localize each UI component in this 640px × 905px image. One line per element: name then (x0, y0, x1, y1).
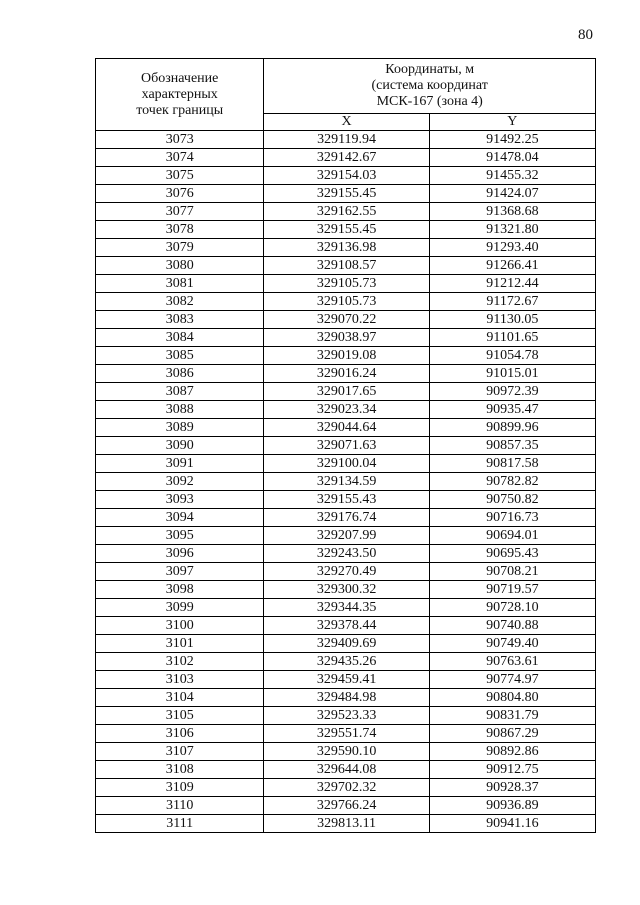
table-row (96, 383, 596, 401)
x-coordinate-cell: 329344.35 (264, 599, 429, 617)
point-id-cell: 3084 (96, 329, 264, 347)
y-coordinate-cell: 90763.61 (429, 653, 595, 671)
table-row (96, 167, 596, 185)
point-id-cell: 3077 (96, 203, 264, 221)
x-column-header: X (264, 114, 429, 131)
x-coordinate-cell: 329243.50 (264, 545, 429, 563)
table-row (96, 419, 596, 437)
point-id-cell: 3091 (96, 455, 264, 473)
table-row (96, 743, 596, 761)
point-id-cell: 3082 (96, 293, 264, 311)
x-coordinate-cell: 329071.63 (264, 437, 429, 455)
y-coordinate-cell: 90708.21 (429, 563, 595, 581)
table-row (96, 563, 596, 581)
x-coordinate-cell: 329207.99 (264, 527, 429, 545)
point-id-cell: 3098 (96, 581, 264, 599)
point-id-cell: 3095 (96, 527, 264, 545)
x-coordinate-cell: 329070.22 (264, 311, 429, 329)
x-coordinate-cell: 329019.08 (264, 347, 429, 365)
point-id-cell: 3111 (96, 815, 264, 833)
y-coordinate-cell: 90804.80 (429, 689, 595, 707)
table-row (96, 257, 596, 275)
table-row (96, 455, 596, 473)
point-id-cell: 3081 (96, 275, 264, 293)
point-id-cell: 3085 (96, 347, 264, 365)
table-row (96, 203, 596, 221)
point-id-cell: 3109 (96, 779, 264, 797)
coords-header-line: МСК-167 (зона 4) (376, 94, 483, 109)
y-coordinate-cell: 91368.68 (429, 203, 595, 221)
y-coordinate-cell: 91455.32 (429, 167, 595, 185)
point-id-cell: 3108 (96, 761, 264, 779)
page-number: 80 (578, 27, 593, 43)
point-designation-header (96, 59, 264, 131)
y-coordinate-cell: 90750.82 (429, 491, 595, 509)
x-coordinate-cell: 329813.11 (264, 815, 429, 833)
x-coordinate-cell: 329154.03 (264, 167, 429, 185)
table-row (96, 599, 596, 617)
table-row (96, 527, 596, 545)
y-column-header: Y (429, 114, 595, 131)
x-coordinate-cell: 329108.57 (264, 257, 429, 275)
y-coordinate-cell: 91492.25 (429, 131, 595, 149)
point-id-cell: 3088 (96, 401, 264, 419)
table-row (96, 815, 596, 833)
x-coordinate-cell: 329023.34 (264, 401, 429, 419)
y-coordinate-cell: 91478.04 (429, 149, 595, 167)
table-row (96, 149, 596, 167)
table-row (96, 239, 596, 257)
table-row (96, 509, 596, 527)
x-coordinate-cell: 329409.69 (264, 635, 429, 653)
table-body (96, 131, 596, 833)
table-row (96, 401, 596, 419)
point-id-cell: 3090 (96, 437, 264, 455)
table-row (96, 725, 596, 743)
x-coordinate-cell: 329044.64 (264, 419, 429, 437)
y-coordinate-cell: 90972.39 (429, 383, 595, 401)
y-coordinate-cell: 90728.10 (429, 599, 595, 617)
x-coordinate-cell: 329766.24 (264, 797, 429, 815)
y-coordinate-cell: 90857.35 (429, 437, 595, 455)
point-header-line: характерных (141, 86, 218, 102)
table-row (96, 761, 596, 779)
x-coordinate-cell: 329105.73 (264, 275, 429, 293)
x-coordinate-cell: 329523.33 (264, 707, 429, 725)
table-row (96, 635, 596, 653)
point-id-cell: 3110 (96, 797, 264, 815)
y-coordinate-cell: 90867.29 (429, 725, 595, 743)
table-row (96, 293, 596, 311)
table-row (96, 491, 596, 509)
point-id-cell: 3105 (96, 707, 264, 725)
point-id-cell: 3093 (96, 491, 264, 509)
y-coordinate-cell: 91054.78 (429, 347, 595, 365)
point-id-cell: 3102 (96, 653, 264, 671)
point-id-cell: 3074 (96, 149, 264, 167)
table-row (96, 707, 596, 725)
x-coordinate-cell: 329590.10 (264, 743, 429, 761)
coordinates-table (95, 58, 596, 833)
table-row (96, 275, 596, 293)
x-coordinate-cell: 329702.32 (264, 779, 429, 797)
point-id-cell: 3078 (96, 221, 264, 239)
x-coordinate-cell: 329270.49 (264, 563, 429, 581)
x-coordinate-cell: 329155.43 (264, 491, 429, 509)
table-row (96, 797, 596, 815)
x-coordinate-cell: 329100.04 (264, 455, 429, 473)
x-coordinate-cell: 329105.73 (264, 293, 429, 311)
coordinates-header (264, 59, 596, 114)
y-coordinate-cell: 90719.57 (429, 581, 595, 599)
y-coordinate-cell: 91101.65 (429, 329, 595, 347)
table-row (96, 185, 596, 203)
y-coordinate-cell: 91212.44 (429, 275, 595, 293)
table-row (96, 779, 596, 797)
x-coordinate-cell: 329162.55 (264, 203, 429, 221)
y-coordinate-cell: 91266.41 (429, 257, 595, 275)
x-coordinate-cell: 329119.94 (264, 131, 429, 149)
point-id-cell: 3104 (96, 689, 264, 707)
y-coordinate-cell: 90694.01 (429, 527, 595, 545)
y-coordinate-cell: 90695.43 (429, 545, 595, 563)
table-row (96, 545, 596, 563)
x-coordinate-cell: 329155.45 (264, 221, 429, 239)
table-row (96, 689, 596, 707)
x-coordinate-cell: 329142.67 (264, 149, 429, 167)
coords-header-line: Координаты, м (385, 62, 475, 77)
y-coordinate-cell: 90817.58 (429, 455, 595, 473)
y-coordinate-cell: 90782.82 (429, 473, 595, 491)
y-coordinate-cell: 90935.47 (429, 401, 595, 419)
y-coordinate-cell: 91172.67 (429, 293, 595, 311)
x-coordinate-cell: 329551.74 (264, 725, 429, 743)
y-coordinate-cell: 91293.40 (429, 239, 595, 257)
y-coordinate-cell: 90899.96 (429, 419, 595, 437)
x-coordinate-cell: 329378.44 (264, 617, 429, 635)
point-id-cell: 3073 (96, 131, 264, 149)
y-coordinate-cell: 90716.73 (429, 509, 595, 527)
point-id-cell: 3089 (96, 419, 264, 437)
point-id-cell: 3096 (96, 545, 264, 563)
x-coordinate-cell: 329134.59 (264, 473, 429, 491)
point-id-cell: 3079 (96, 239, 264, 257)
x-coordinate-cell: 329038.97 (264, 329, 429, 347)
point-id-cell: 3100 (96, 617, 264, 635)
y-coordinate-cell: 90749.40 (429, 635, 595, 653)
point-header-line: точек границы (136, 102, 224, 118)
x-coordinate-cell: 329484.98 (264, 689, 429, 707)
point-id-cell: 3107 (96, 743, 264, 761)
table-row (96, 221, 596, 239)
x-coordinate-cell: 329435.26 (264, 653, 429, 671)
table-row (96, 311, 596, 329)
point-id-cell: 3076 (96, 185, 264, 203)
point-id-cell: 3101 (96, 635, 264, 653)
y-coordinate-cell: 90941.16 (429, 815, 595, 833)
x-coordinate-cell: 329459.41 (264, 671, 429, 689)
x-coordinate-cell: 329016.24 (264, 365, 429, 383)
point-header-line: Обозначение (141, 70, 219, 86)
table-row (96, 131, 596, 149)
coords-header-line: (система координат (371, 78, 488, 93)
point-id-cell: 3097 (96, 563, 264, 581)
x-coordinate-cell: 329136.98 (264, 239, 429, 257)
table-row (96, 329, 596, 347)
y-coordinate-cell: 90928.37 (429, 779, 595, 797)
point-id-cell: 3075 (96, 167, 264, 185)
point-id-cell: 3099 (96, 599, 264, 617)
x-coordinate-cell: 329176.74 (264, 509, 429, 527)
point-id-cell: 3080 (96, 257, 264, 275)
y-coordinate-cell: 90892.86 (429, 743, 595, 761)
x-coordinate-cell: 329017.65 (264, 383, 429, 401)
table-row (96, 617, 596, 635)
point-id-cell: 3086 (96, 365, 264, 383)
table-row (96, 473, 596, 491)
y-coordinate-cell: 90774.97 (429, 671, 595, 689)
table-row (96, 581, 596, 599)
table-row (96, 437, 596, 455)
point-id-cell: 3106 (96, 725, 264, 743)
table-row (96, 347, 596, 365)
table-row (96, 653, 596, 671)
y-coordinate-cell: 91015.01 (429, 365, 595, 383)
x-coordinate-cell: 329300.32 (264, 581, 429, 599)
point-id-cell: 3092 (96, 473, 264, 491)
point-id-cell: 3087 (96, 383, 264, 401)
y-coordinate-cell: 91321.80 (429, 221, 595, 239)
y-coordinate-cell: 90936.89 (429, 797, 595, 815)
y-coordinate-cell: 90831.79 (429, 707, 595, 725)
point-id-cell: 3094 (96, 509, 264, 527)
table-row (96, 365, 596, 383)
point-id-cell: 3103 (96, 671, 264, 689)
x-coordinate-cell: 329644.08 (264, 761, 429, 779)
y-coordinate-cell: 91424.07 (429, 185, 595, 203)
y-coordinate-cell: 91130.05 (429, 311, 595, 329)
y-coordinate-cell: 90740.88 (429, 617, 595, 635)
x-coordinate-cell: 329155.45 (264, 185, 429, 203)
y-coordinate-cell: 90912.75 (429, 761, 595, 779)
point-id-cell: 3083 (96, 311, 264, 329)
table-row (96, 671, 596, 689)
